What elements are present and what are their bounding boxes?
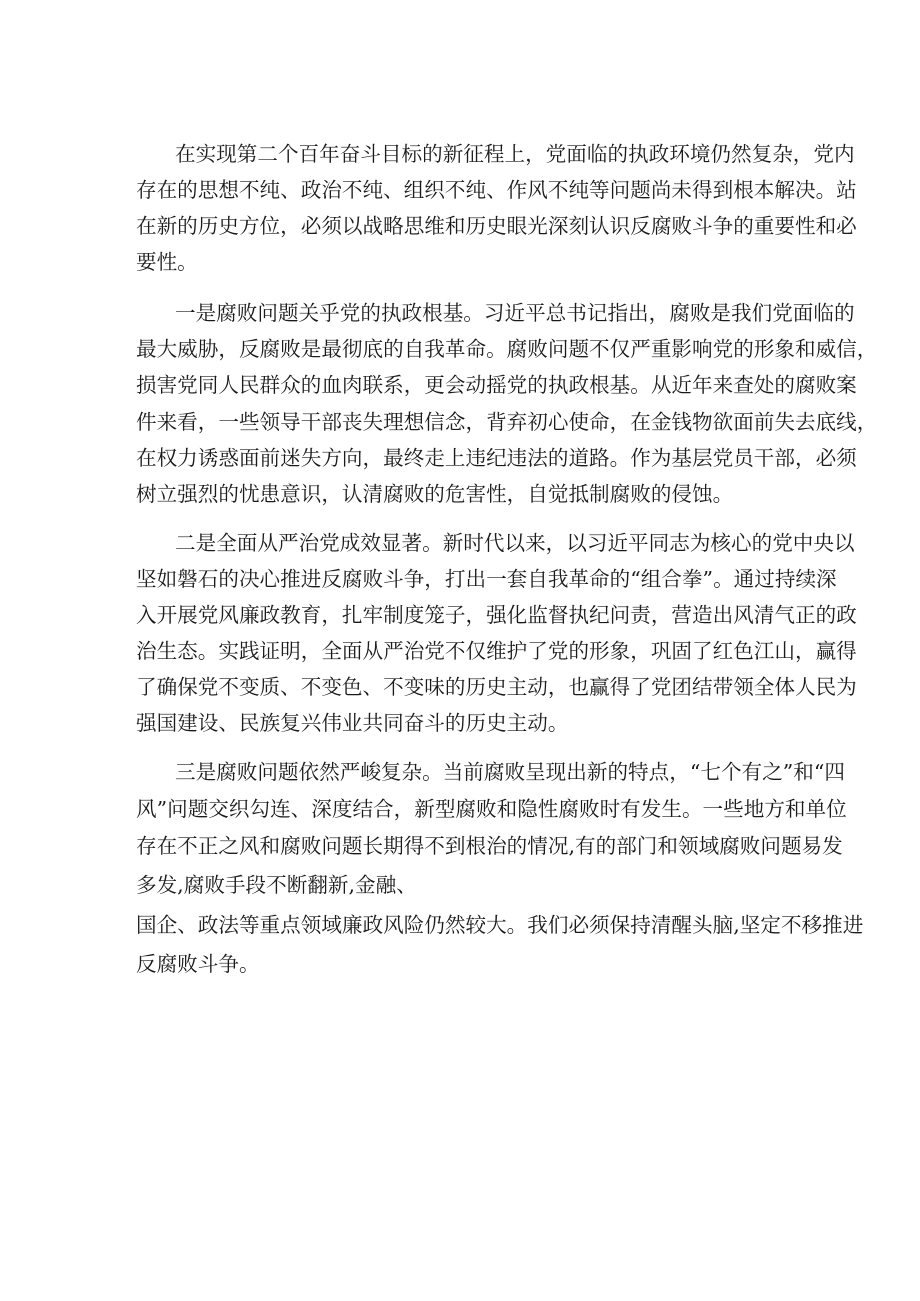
text-line: 国企、政法等重点领域廉政风险仍然较大。我们必须保持清醒头脑,坚定不移推进	[136, 913, 864, 937]
text-line: 入开展党风廉政教育，扎牢制度笼子，强化监督执纪问责，营造出风清气正的政	[136, 603, 857, 627]
text-line: 在新的历史方位，必须以战略思维和历史眼光深刻认识反腐败斗争的重要性和必	[136, 214, 857, 238]
text-line: 风”问题交织勾连、深度结合，新型腐败和隐性腐败时有发生。一些地方和单位	[136, 797, 847, 821]
text-line: 三是腐败问题依然严峻复杂。当前腐败呈现出新的特点，“七个有之”和“四	[175, 760, 845, 784]
text-line: 最大威胁，反腐败是最彻底的自我革命。腐败问题不仅严重影响党的形象和威信，	[136, 337, 878, 361]
text-line: 在实现第二个百年奋斗目标的新征程上，党面临的执政环境仍然复杂，党内	[175, 142, 855, 166]
text-line: 损害党同人民群众的血肉联系，更会动摇党的执政根基。从近年来查处的腐败案	[136, 373, 857, 397]
text-line: 二是全面从严治党成效显著。新时代以来，以习近平同志为核心的党中央以	[175, 531, 855, 555]
text-line: 树立强烈的忧患意识，认清腐败的危害性，自觉抵制腐败的侵蚀。	[136, 482, 734, 506]
text-line: 一是腐败问题关乎党的执政根基。习近平总书记指出，腐败是我们党面临的	[175, 301, 855, 325]
text-line: 强国建设、民族复兴伟业共同奋斗的历史主动。	[136, 711, 569, 735]
text-line: 件来看，一些领导干部丧失理想信念，背弃初心使命，在金钱物欲面前失去底线，	[136, 410, 878, 434]
text-line: 反腐败斗争。	[136, 952, 260, 976]
text-line: 在权力诱惑面前迷失方向，最终走上违纪违法的道路。作为基层党员干部，必须	[136, 446, 857, 470]
text-line: 要性。	[136, 250, 198, 274]
text-line: 存在的思想不纯、政治不纯、组织不纯、作风不纯等问题尚未得到根本解决。站	[136, 178, 857, 202]
text-line: 坚如磐石的决心推进反腐败斗争，打出一套自我革命的“组合拳”。通过持续深	[136, 567, 837, 591]
text-line: 多发,腐败手段不断翻新,金融、	[136, 873, 417, 897]
text-line: 了确保党不变质、不变色、不变味的历史主动，也赢得了党团结带领全体人民为	[136, 675, 857, 699]
text-line: 治生态。实践证明，全面从严治党不仅维护了党的形象，巩固了红色江山，赢得	[136, 639, 857, 663]
text-line: 存在不正之风和腐败问题长期得不到根治的情况,有的部门和领域腐败问题易发	[136, 834, 843, 858]
